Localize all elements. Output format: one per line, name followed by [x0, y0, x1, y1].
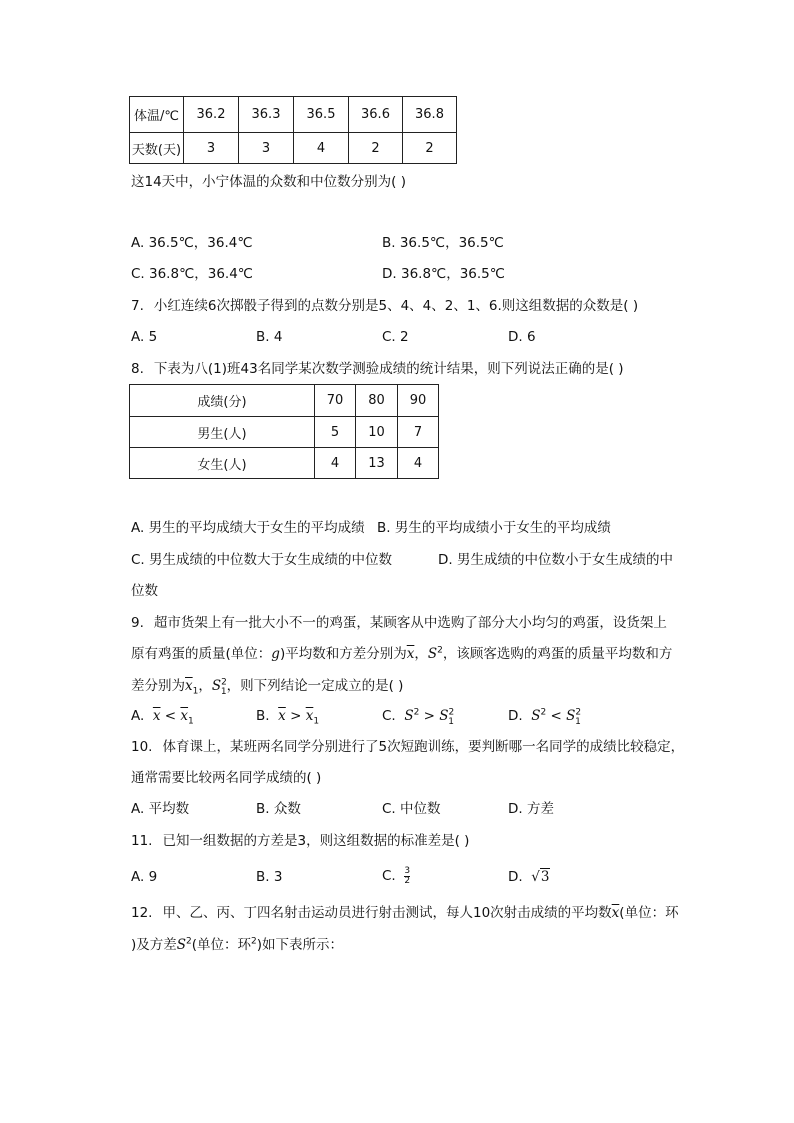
operator: > [285, 708, 306, 724]
q9-number: 9. [131, 615, 144, 631]
q9-text: )平均数和方差分别为 [279, 646, 407, 662]
unit-symbol: g [271, 646, 280, 662]
table-cell: 5 [315, 417, 356, 448]
q7-stem-line [131, 300, 638, 314]
table-cell: 10 [356, 417, 398, 448]
mean-symbol: $\overline{x}$ [406, 646, 415, 662]
q8-stem: 下表为八(1)班43名同学某次数学测验成绩的统计结果，则下列说法正确的是( ) [153, 361, 624, 377]
option-letter: D. [508, 708, 523, 724]
q8-option-d-continued: 位数 [131, 583, 158, 599]
variance-symbol: S [439, 708, 449, 724]
q11-stem: 已知一组数据的方差是3，则这组数据的标准差是( ) [162, 833, 470, 849]
table-row [130, 97, 457, 133]
q12-text: 甲、乙、丙、丁四名射击运动员进行射击测试，每人10次射击成绩的平均数 [162, 905, 612, 921]
q9-text: 超市货架上有一批大小不一的鸡蛋，某顾客从中选购了部分大小均匀的鸡蛋，设货架上 [153, 615, 667, 631]
q11-option-d [508, 871, 550, 885]
q8-option-b: B. 男生的平均成绩小于女生的平均成绩 [377, 520, 611, 536]
q6-stem: 这14天中，小宁体温的众数和中位数分别为( ) [131, 174, 407, 190]
q10-line1 [131, 741, 684, 755]
operator: > [419, 708, 440, 724]
q12-text: (单位：环 [191, 937, 252, 953]
fraction-denominator: 2 [404, 875, 411, 886]
operator: < [546, 708, 567, 724]
superscript: 2 [251, 936, 257, 947]
table-cell: 3 [184, 133, 239, 164]
fraction [404, 867, 410, 886]
variance-symbol: S [566, 708, 576, 724]
q10-option-d: D. 方差 [508, 801, 554, 817]
fraction-numerator: 3 [404, 865, 411, 876]
mean-symbol: $\overline{x}$ [185, 678, 193, 694]
superscript: 2 [448, 707, 455, 718]
q9-text: 原有鸡蛋的质量(单位： [131, 646, 272, 662]
superscript: 2 [575, 707, 582, 718]
subscript: 1 [448, 716, 454, 727]
radicand: 3 [540, 869, 550, 885]
q9-option-d [508, 707, 582, 727]
q11-stem-line [131, 835, 469, 849]
q10-option-c: C. 中位数 [382, 801, 441, 817]
mean-symbol: $\overline{x}$ [278, 708, 286, 724]
table-row [130, 417, 439, 448]
q6-option-c: C. 36.8℃，36.4℃ [131, 266, 253, 282]
table-cell: 36.8 [403, 97, 457, 133]
table-cell: 男生(人) [130, 417, 315, 448]
table-cell: 2 [349, 133, 403, 164]
table-cell: 36.3 [239, 97, 294, 133]
table-row [130, 133, 457, 164]
q12-text: )及方差 [131, 937, 177, 953]
q9-line3 [131, 677, 404, 697]
q9-text: ，则下列结论一定成立的是( ) [226, 678, 404, 694]
table-cell: 36.5 [294, 97, 349, 133]
table-row [130, 385, 439, 417]
table-cell: 90 [398, 385, 439, 417]
q6-option-d: D. 36.8℃，36.5℃ [382, 266, 505, 282]
table-cell: 体温/℃ [130, 97, 184, 133]
q10-number: 10. [131, 739, 153, 755]
q9-text: 差分别为 [131, 678, 185, 694]
table-cell: 成绩(分) [130, 385, 315, 417]
subscript: 1 [192, 686, 199, 697]
q9-line2 [131, 645, 673, 662]
q10-line2: 通常需要比较两名同学成绩的( ) [131, 770, 322, 786]
table-cell: 70 [315, 385, 356, 417]
square-root [531, 868, 550, 885]
mean-symbol: $\overline{x}$ [180, 708, 189, 724]
q8-stem-line [131, 363, 624, 377]
operator: < [160, 708, 181, 724]
superscript: 2 [437, 645, 443, 656]
subscript: 1 [575, 716, 581, 727]
variance-symbol: S [404, 708, 414, 724]
q12-line2 [131, 936, 344, 953]
superscript: 2 [540, 707, 547, 718]
separator: ， [198, 678, 212, 694]
separator: ， [414, 646, 428, 662]
table-cell: 36.6 [349, 97, 403, 133]
q10-option-a: A. 平均数 [131, 801, 190, 817]
variance-symbol: S [211, 678, 222, 694]
table-cell: 4 [315, 448, 356, 479]
option-letter: C. [382, 868, 396, 884]
mean-symbol: $\overline{x}$ [305, 708, 314, 724]
variance-symbol: S [531, 708, 541, 724]
q12-text: )如下表所示： [256, 937, 344, 953]
table-cell: 天数(天) [130, 133, 184, 164]
q6-option-b: B. 36.5℃，36.5℃ [382, 235, 504, 251]
q9-text: ，该顾客选购的鸡蛋的质量平均数和方 [442, 646, 673, 662]
score-table [129, 384, 439, 479]
q11-number: 11. [131, 833, 153, 849]
q9-line1 [131, 617, 667, 631]
q9-option-a [131, 708, 194, 727]
q10-option-b: B. 众数 [256, 801, 301, 817]
option-letter: D. [508, 869, 523, 885]
option-letter: B. [256, 708, 270, 724]
q12-text: (单位：环 [619, 905, 679, 921]
mean-symbol: $\overline{x}$ [152, 708, 161, 724]
option-letter: C. [382, 708, 396, 724]
q7-option-a: A. 5 [131, 329, 158, 345]
superscript: 2 [413, 707, 420, 718]
table-cell: 女生(人) [130, 448, 315, 479]
q12-number: 12. [131, 905, 153, 921]
q8-option-c: C. 男生成绩的中位数大于女生成绩的中位数 [131, 552, 393, 568]
radical-sign: √ [531, 869, 540, 885]
q7-option-d: D. 6 [508, 329, 536, 345]
superscript: 2 [186, 936, 192, 947]
option-letter: A. [131, 708, 145, 724]
q9-option-c [382, 707, 455, 727]
table-cell: 4 [398, 448, 439, 479]
superscript: 2 [221, 677, 227, 688]
q12-line1 [131, 907, 679, 921]
table-cell: 4 [294, 133, 349, 164]
q7-option-b: B. 4 [256, 329, 283, 345]
table-cell: 36.2 [184, 97, 239, 133]
q8-option-a: A. 男生的平均成绩大于女生的平均成绩 [131, 520, 365, 536]
table-cell: 80 [356, 385, 398, 417]
subscript: 1 [220, 686, 227, 697]
q11-option-c [382, 866, 410, 886]
variance-symbol: S [427, 646, 438, 662]
q11-option-b: B. 3 [256, 869, 283, 885]
q11-option-a: A. 9 [131, 869, 158, 885]
q9-option-b [256, 708, 320, 727]
q8-option-d: D. 男生成绩的中位数小于女生成绩的中 [438, 552, 673, 568]
table-row [130, 448, 439, 479]
mean-symbol: $\overline{x}$ [611, 905, 620, 921]
table-cell: 3 [239, 133, 294, 164]
variance-symbol: S [176, 937, 187, 953]
subscript: 1 [313, 716, 320, 727]
q7-option-c: C. 2 [382, 329, 409, 345]
q7-number: 7. [131, 298, 144, 314]
table-cell: 2 [403, 133, 457, 164]
subscript: 1 [188, 716, 194, 727]
q7-stem: 小红连续6次掷骰子得到的点数分别是5、4、4、2、1、6.则这组数据的众数是( ) [153, 298, 639, 314]
q10-text: 体育课上，某班两名同学分别进行了5次短跑训练，要判断哪一名同学的成绩比较稳定， [162, 739, 685, 755]
q8-number: 8. [131, 361, 144, 377]
q6-option-a: A. 36.5℃，36.4℃ [131, 235, 253, 251]
temperature-table [129, 96, 457, 164]
table-cell: 13 [356, 448, 398, 479]
table-cell: 7 [398, 417, 439, 448]
